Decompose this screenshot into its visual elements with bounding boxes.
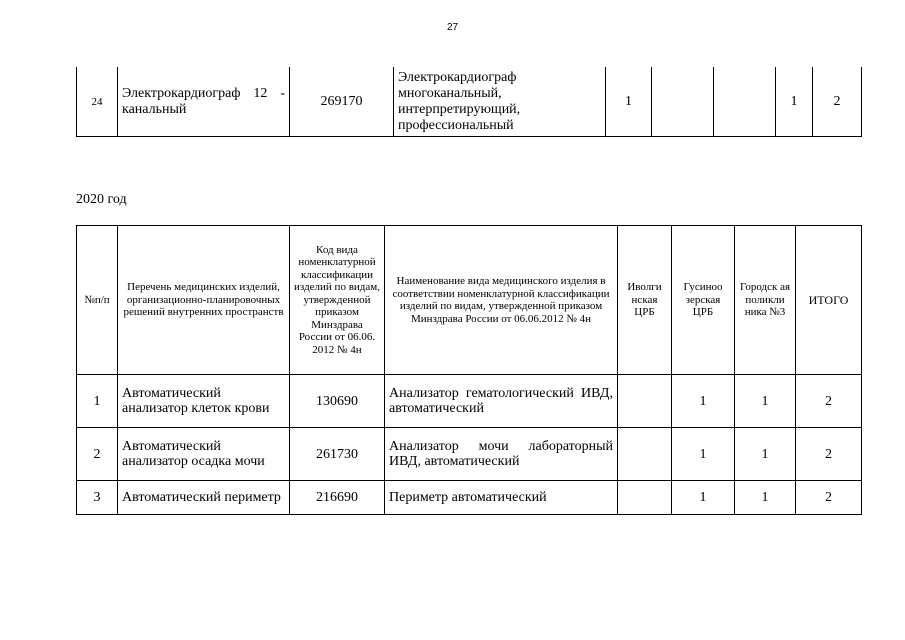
row-number: 24 bbox=[77, 67, 118, 137]
code-cell: 261730 bbox=[290, 428, 385, 481]
page-number: 27 bbox=[446, 22, 459, 33]
city-clinic-cell: 1 bbox=[735, 428, 796, 481]
header-code: Код вида номенклатурной классификации изделий по видам, утвержденной приказом Минздрава России от 06.06. 2012 № 4н bbox=[290, 226, 385, 375]
gusinoozersk-cell: 1 bbox=[672, 375, 735, 428]
ivolginsk-cell bbox=[618, 481, 672, 515]
total-cell: 2 bbox=[796, 375, 862, 428]
gusinoozersk-cell: 1 bbox=[672, 481, 735, 515]
equipment-table bbox=[76, 225, 862, 515]
name-cell: Анализатор гематологический ИВД, автоматический bbox=[385, 375, 618, 428]
extra-cell: 1 bbox=[776, 67, 813, 137]
header-ivolginsk: Иволги нская ЦРБ bbox=[618, 226, 672, 375]
item-cell: Автоматический периметр bbox=[118, 481, 290, 515]
table-row bbox=[77, 375, 862, 428]
ivolginsk-cell bbox=[618, 375, 672, 428]
header-item: Перечень медицинских изделий, организационно-планировочных решений внутренних пространств bbox=[118, 226, 290, 375]
city-clinic-cell: 1 bbox=[735, 481, 796, 515]
item-cell: Электрокардиограф 12 - канальный bbox=[118, 67, 290, 137]
gusinoozersk-cell bbox=[652, 67, 714, 137]
row-number: 2 bbox=[77, 428, 118, 481]
header-num: №п/п bbox=[77, 226, 118, 375]
header-row bbox=[77, 226, 862, 375]
code-cell: 269170 bbox=[290, 67, 394, 137]
name-cell: Электрокардиограф многоканальный, интерпретирующий, профессиональный bbox=[394, 67, 606, 137]
header-gusinoozersk: Гусиноо зерская ЦРБ bbox=[672, 226, 735, 375]
year-title: 2020 год bbox=[76, 192, 127, 207]
row-number: 3 bbox=[77, 481, 118, 515]
total-cell: 2 bbox=[796, 481, 862, 515]
row-number: 1 bbox=[77, 375, 118, 428]
previous-table bbox=[76, 67, 862, 137]
item-cell: Автоматический анализатор клеток крови bbox=[118, 375, 290, 428]
item-cell: Автоматический анализатор осадка мочи bbox=[118, 428, 290, 481]
table-row bbox=[77, 428, 862, 481]
header-city-clinic: Городск ая поликли ника №3 bbox=[735, 226, 796, 375]
code-cell: 130690 bbox=[290, 375, 385, 428]
city-clinic-cell bbox=[714, 67, 776, 137]
total-cell: 2 bbox=[796, 428, 862, 481]
ivolginsk-cell bbox=[618, 428, 672, 481]
total-cell: 2 bbox=[813, 67, 862, 137]
table-row bbox=[77, 481, 862, 515]
header-name: Наименование вида медицинского изделия в соответствии номенклатурной классификации изделий по видам, утвержденной приказом Минздрава России от 06.06.2012 № 4н bbox=[385, 226, 618, 375]
code-cell: 216690 bbox=[290, 481, 385, 515]
gusinoozersk-cell: 1 bbox=[672, 428, 735, 481]
table-row bbox=[77, 67, 862, 137]
ivolginsk-cell: 1 bbox=[606, 67, 652, 137]
name-cell: Анализатор мочи лабораторный ИВД, автоматический bbox=[385, 428, 618, 481]
header-total: ИТОГО bbox=[796, 226, 862, 375]
name-cell: Периметр автоматический bbox=[385, 481, 618, 515]
city-clinic-cell: 1 bbox=[735, 375, 796, 428]
